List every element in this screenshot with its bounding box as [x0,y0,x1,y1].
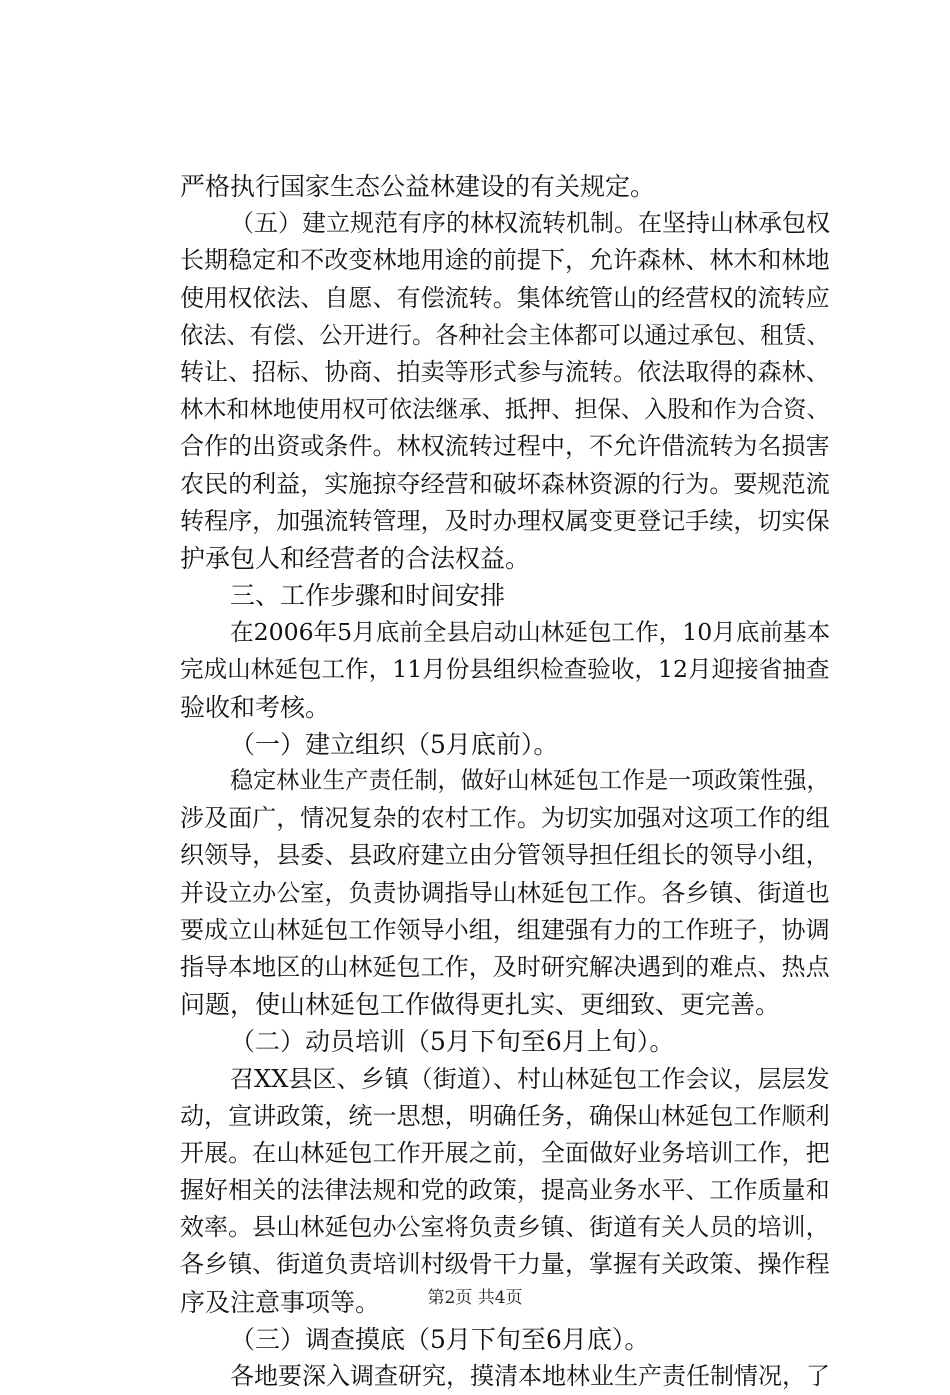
text-line: 开展。在山林延包工作开展之前，全面做好业务培训工作，把 [180,1138,830,1167]
text-line: 稳定林业生产责任制，做好山林延包工作是一项政策性强， [230,768,830,794]
text-line: 要成立山林延包工作领导小组，组建强有力的工作班子，协调 [180,915,830,944]
text-line: 指导本地区的山林延包工作，及时研究解决遇到的难点、热点 [180,952,830,981]
text-line: （五）建立规范有序的林权流转机制。在坚持山林承包权 [230,209,830,238]
text-line: 动，宣讲政策，统一思想，明确任务，确保山林延包工作顺利 [180,1101,830,1130]
text-line: 各乡镇、街道负责培训村级骨干力量，掌握有关政策、操作程 [180,1250,830,1279]
text-line: 涉及面广，情况复杂的农村工作。为切实加强对这项工作的组 [180,804,830,833]
text-line: 依法、有偿、公开进行。各种社会主体都可以通过承包、租赁、 [180,321,830,349]
text-line: 问题，使山林延包工作做得更扎实、更细致、更完善。 [180,990,781,1020]
text-line: 农民的利益，实施掠夺经营和破坏森林资源的行为。要规范流 [180,469,830,498]
text-line: 合作的出资或条件。林权流转过程中，不允许借流转为名损害 [180,432,830,461]
page-footer: 第2页 共4页 [427,1288,523,1308]
text-line: 各地要深入调查研究，摸清本地林业生产责任制情况，了 [230,1362,830,1390]
text-line: 完成山林延包工作，11月份县组织检查验收，12月迎接省抽查 [180,655,830,684]
text-line: 并设立办公室，负责协调指导山林延包工作。各乡镇、街道也 [180,878,830,907]
text-line: 织领导，县委、县政府建立由分管领导担任组长的领导小组， [180,841,830,870]
text-line: 使用权依法、自愿、有偿流转。集体统管山的经营权的流转应 [180,283,830,312]
text-line: 召XX县区、乡镇（街道）、村山林延包工作会议，层层发 [230,1064,830,1093]
text-line: 转程序，加强流转管理，及时办理权属变更登记手续，切实保 [180,506,830,535]
text-line: 序及注意事项等。 [180,1287,381,1317]
subsection-heading: （一）建立组织（5月底前）。 [230,729,559,759]
text-line: 长期稳定和不改变林地用途的前提下，允许森林、林木和林地 [180,246,830,275]
subsection-heading: （三）调查摸底（5月下旬至6月底）。 [230,1324,650,1354]
text-line: 验收和考核。 [180,692,331,722]
subsection-heading: （二）动员培训（5月下旬至6月上旬）。 [230,1027,675,1057]
text-line: 效率。县山林延包办公室将负责乡镇、街道有关人员的培训， [180,1213,830,1242]
text-line: 护承包人和经营者的合法权益。 [180,543,531,573]
text-line: 在2006年5月底前全县启动山林延包工作，10月底前基本 [230,618,831,647]
text-line: 握好相关的法律法规和党的政策，提高业务水平、工作质量和 [180,1176,830,1205]
text-line: 林木和林地使用权可依法继承、抵押、担保、入股和作为合资、 [180,396,830,424]
document-body [180,168,830,1395]
text-line: 转让、招标、协商、拍卖等形式参与流转。依法取得的森林、 [180,357,830,386]
section-heading: 三、工作步骤和时间安排 [230,581,506,611]
text-line: 严格执行国家生态公益林建设的有关规定。 [180,172,656,201]
